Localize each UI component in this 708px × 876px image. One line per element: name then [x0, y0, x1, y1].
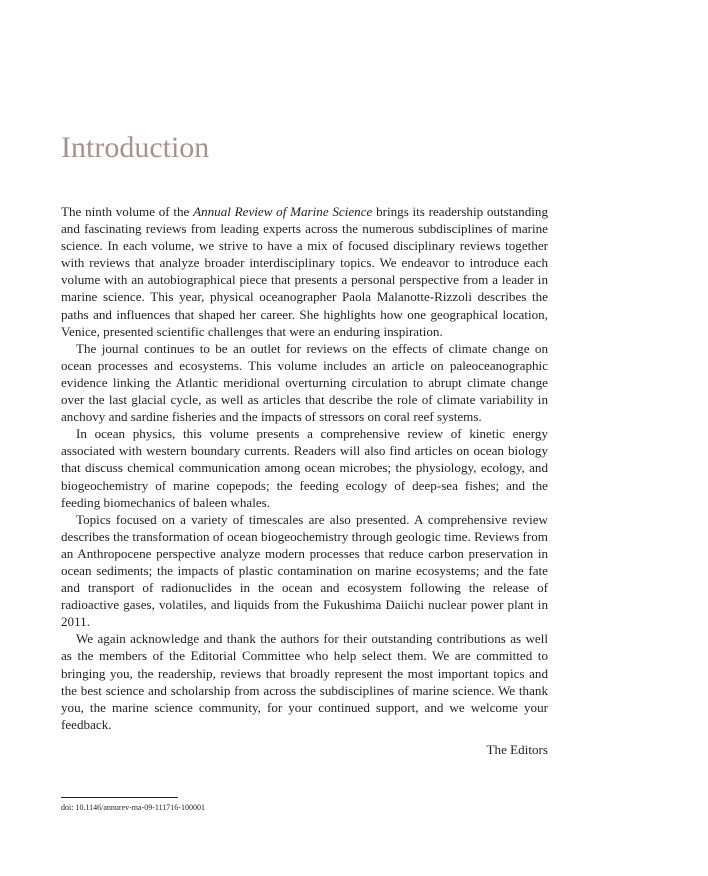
paragraph-5: We again acknowledge and thank the authors for their outstanding contributions as well as the members of the Editorial Committee who help select them. We are committed to bringing you, the readership, reviews that broadly represent the most important topics and the best science and scholarship from across the subdisciplines of marine science. We thank you, the marine science community, for your continued support, and we welcome your feedback.	[61, 631, 548, 732]
doi-footnote: doi: 10.1146/annurev-ma-09-111716-100001	[61, 803, 205, 812]
article-body	[61, 203, 548, 733]
page-title: Introduction	[61, 131, 210, 164]
paragraph-3: In ocean physics, this volume presents a comprehensive review of kinetic energy associated with western boundary currents. Readers will also find articles on ocean biology that discuss chemical communication among ocean microbes; the physiology, ecology, and biogeochemistry of marine copepods; the feeding ecology of deep-sea fishes; and the feeding biomechanics of baleen whales.	[61, 426, 548, 510]
paragraph-2: The journal continues to be an outlet for reviews on the effects of climate change on ocean processes and ecosystems. This volume includes an article on paleoceanographic evidence linking the Atlantic meridional overturning circulation to abrupt climate change over the last glacial cycle, as well as articles that describe the role of climate variability in anchovy and sardine fisheries and the impacts of stressors on coral reef systems.	[61, 340, 548, 425]
paragraph-1-lead: The ninth volume of the	[61, 204, 194, 219]
signature: The Editors	[486, 742, 548, 757]
paragraph-1	[61, 203, 548, 340]
footnote-rule	[61, 797, 178, 798]
paragraph-1-rest: brings its readership outstanding and fascinating reviews from leading experts across the numerous subdisciplines of marine science. In each volume, we strive to have a mix of focused disciplinary reviews together with reviews that analyze broader interdisciplinary topics. We endeavor to introduce each volume with an autobiographical piece that presents a personal perspective from a leader in marine science. This year, physical oceanographer Paola Malanotte-Rizzoli describes the paths and influences that shaped her career. She highlights how one geographical location, Venice, presented scientific challenges that were an enduring inspiration.	[61, 204, 548, 339]
paragraph-4: Topics focused on a variety of timescales are also presented. A comprehensive review describes the transformation of ocean biogeochemistry through geologic time. Reviews from an Anthropocene perspective analyze modern processes that reduce carbon preservation in ocean sediments; the impacts of plastic contamination on marine ecosystems; and the fate and transport of radionuclides in the ocean and ecosystem following the release of radioactive gases, volatiles, and liquids from the Fukushima Daiichi nuclear power plant in 2011.	[61, 511, 548, 630]
journal-name: Annual Review of Marine Science	[193, 204, 373, 219]
